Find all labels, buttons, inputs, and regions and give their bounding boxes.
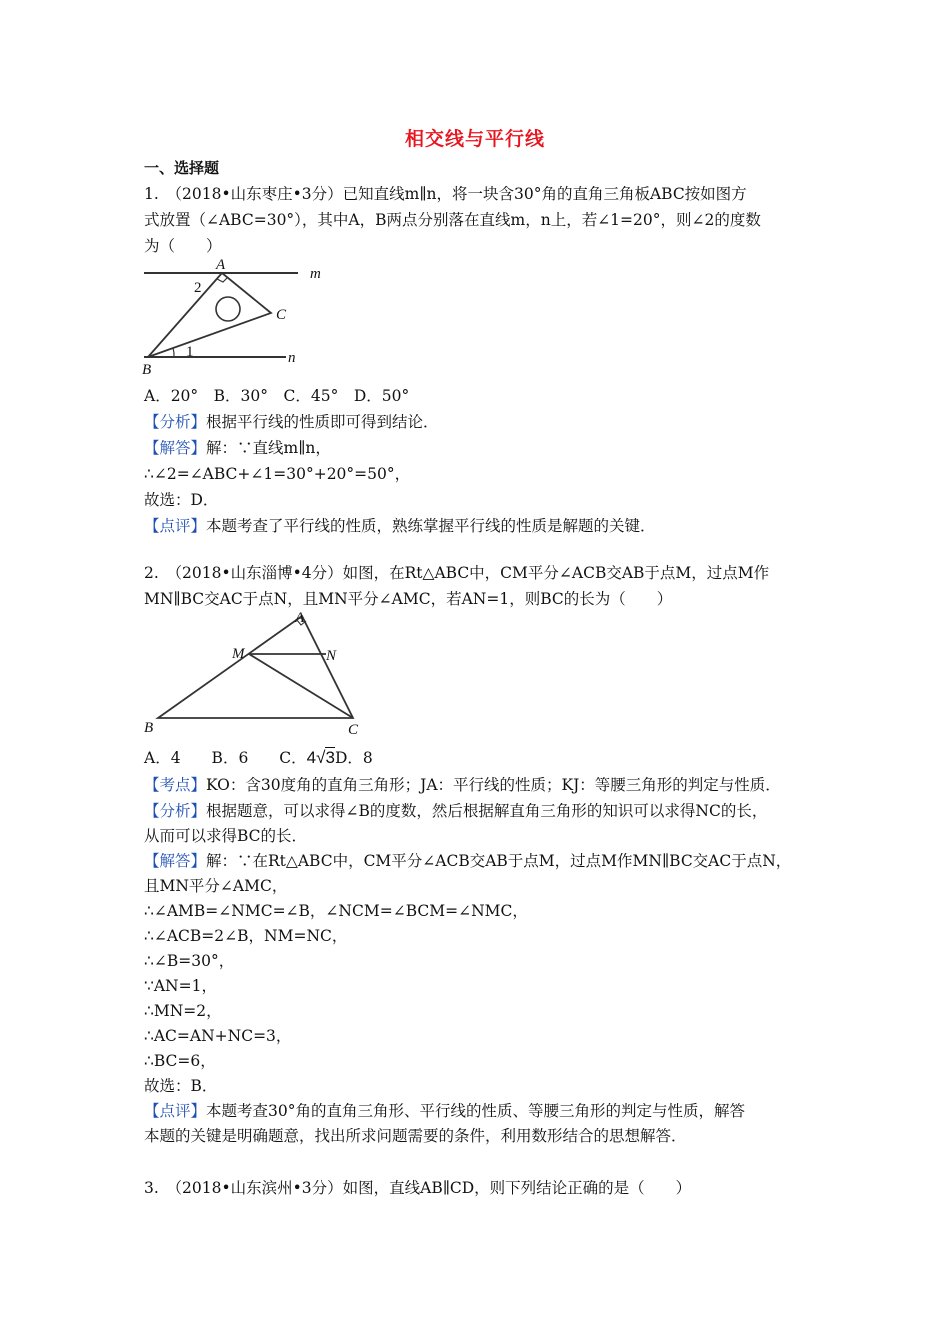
answer-tag: 【解答】 [144, 439, 207, 457]
q2-step: ∴∠ACB=2∠B，NM=NC， [144, 927, 348, 945]
label-c: C [348, 722, 359, 738]
triangle-hole [216, 297, 240, 321]
q2-answer [144, 851, 824, 871]
q1-options: A．20° B．30° C．45° D．50° [144, 387, 410, 405]
analysis-tag: 【分析】 [144, 802, 207, 820]
option-c-rad: 3 [325, 748, 335, 767]
label-a: A [295, 610, 305, 626]
option-c-coef: 4 [306, 748, 317, 767]
q2-step: 故选：B． [144, 1077, 218, 1095]
answer-tag: 【解答】 [144, 852, 207, 870]
option-d: D．8 [334, 749, 373, 767]
section-heading: 一、选择题 [144, 159, 220, 177]
q1-answer-step: 故选：D． [144, 491, 219, 509]
label-1: 1 [186, 344, 194, 360]
q2-step: ∴∠B=30°， [144, 952, 235, 970]
q2-step: ∴MN=2， [144, 1002, 222, 1020]
triangle-abc [148, 273, 271, 357]
label-b: B [144, 720, 154, 736]
q1-figure [140, 256, 340, 378]
label-n: N [326, 648, 337, 664]
q2-review-cont: 本题的关键是明确题意，找出所求问题需要的条件，利用数形结合的思想解答． [144, 1127, 687, 1145]
review-tag: 【点评】 [144, 1102, 207, 1120]
q1-stem-line: 为（ ） [144, 237, 222, 255]
analysis-tag: 【分析】 [144, 413, 207, 431]
q1-stem-line: 式放置（∠ABC=30°），其中A，B两点分别落在直线m，n上，若∠1=20°，则∠2的度数 [144, 211, 761, 229]
option-c-radical [307, 748, 335, 768]
review-text: 本题考查30°角的直角三角形、平行线的性质、等腰三角形的判定与性质，解答 [206, 1102, 745, 1120]
review-text: 本题考查了平行线的性质，熟练掌握平行线的性质是解题的关键． [206, 517, 656, 535]
q1-analysis [144, 412, 824, 432]
label-a: A [216, 257, 226, 273]
page-title: 相交线与平行线 [404, 128, 545, 150]
q2-stem-line: 2. （2018•山东淄博•4分）如图，在Rt△ABC中，CM平分∠ACB交AB于点M，过点M作 [144, 564, 770, 582]
q2-step: ∵AN=1， [144, 977, 217, 995]
angle-1-arc [173, 348, 174, 357]
q1-answer-step: ∴∠2=∠ABC+∠1=30°+20°=50°， [144, 465, 411, 483]
q2-kaodian [144, 775, 824, 795]
review-tag: 【点评】 [144, 517, 207, 535]
sqrt-sign: √ [316, 748, 326, 767]
q2-options [144, 748, 824, 768]
analysis-text: 根据题意，可以求得∠B的度数，然后根据解直角三角形的知识可以求得NC的长， [206, 802, 768, 820]
q2-analysis [144, 801, 824, 821]
label-m: m [310, 266, 321, 282]
q2-figure [140, 608, 370, 738]
kaodian-tag: 【考点】 [144, 776, 207, 794]
label-n: n [288, 350, 296, 366]
q3-stem-line: 3. （2018•山东滨州•3分）如图，直线AB∥CD，则下列结论正确的是（ ） [144, 1179, 692, 1197]
q1-answer [144, 438, 824, 458]
q2-step: ∴∠AMB=∠NMC=∠B，∠NCM=∠BCM=∠NMC， [144, 902, 528, 920]
answer-text: 解：∵直线m∥n， [206, 439, 331, 457]
analysis-text: 根据平行线的性质即可得到结论． [206, 413, 439, 431]
q2-step: ∴BC=6， [144, 1052, 216, 1070]
q2-stem-line: MN∥BC交AC于点N，且MN平分∠AMC，若AN=1，则BC的长为（ ） [144, 590, 673, 608]
q2-analysis-cont: 从而可以求得BC的长． [144, 827, 308, 845]
options-ab: A．4 B．6 C． [144, 749, 307, 767]
triangle-abc [158, 616, 353, 718]
q2-answer-cont: 且MN平分∠AMC， [144, 877, 288, 895]
label-2: 2 [194, 280, 202, 296]
q2-step: ∴AC=AN+NC=3， [144, 1027, 292, 1045]
label-c: C [276, 307, 287, 323]
q2-review [144, 1101, 824, 1121]
answer-text: 解：∵在Rt△ABC中，CM平分∠ACB交AB于点M，过点M作MN∥BC交AC于点N， [206, 852, 792, 870]
q1-stem-line: 1. （2018•山东枣庄•3分）已知直线m∥n，将一块含30°角的直角三角板ABC按如图方 [144, 185, 747, 203]
q1-review [144, 516, 824, 536]
label-b: B [142, 362, 152, 378]
label-m: M [232, 646, 245, 662]
kaodian-text: KO：含30度角的直角三角形；JA：平行线的性质；KJ：等腰三角形的判定与性质． [206, 776, 781, 794]
